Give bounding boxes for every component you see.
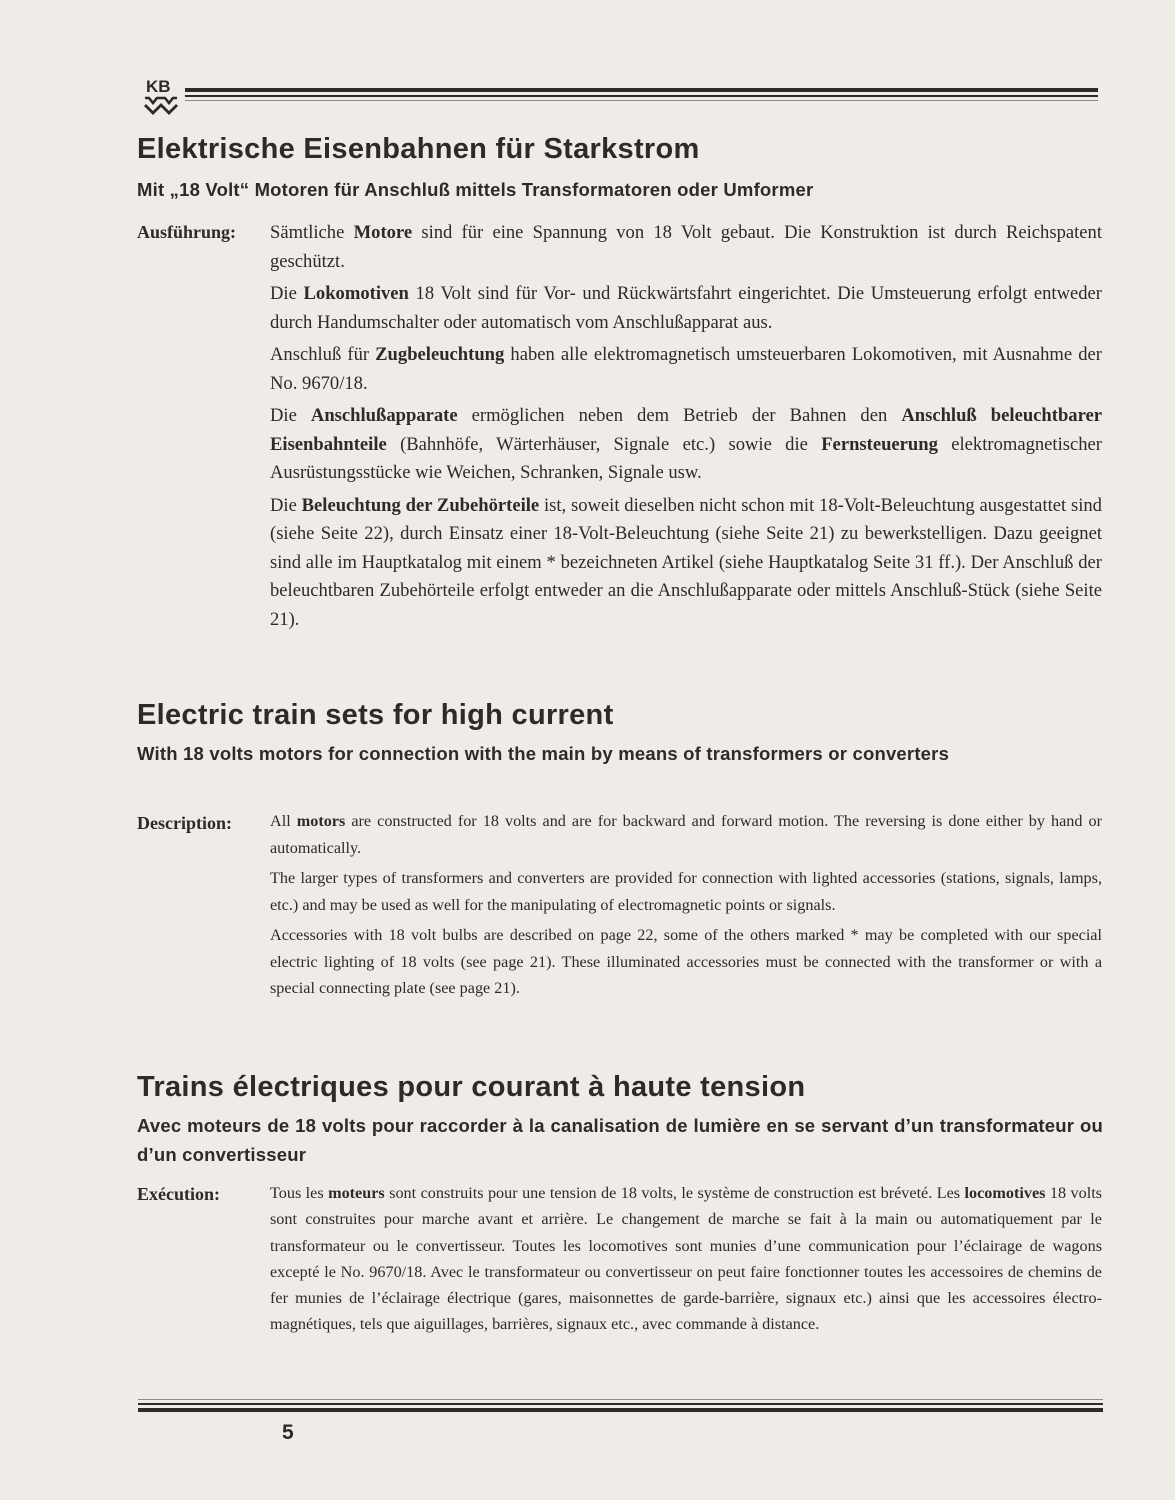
section-title-de: Elektrische Eisenbahnen für Starkstrom (137, 133, 700, 165)
kbw-logo (143, 78, 179, 120)
body-paragraph (270, 402, 1102, 488)
text-run: Die (270, 283, 304, 304)
bold-term: moteurs (328, 1184, 385, 1202)
body-paragraph (270, 492, 1102, 635)
bold-term: Fernsteuerung (821, 433, 938, 455)
body-paragraph (270, 219, 1102, 276)
text-run: Tous les (270, 1184, 329, 1202)
text-run: ermöglichen neben dem Betrieb der Bahnen den (457, 405, 902, 426)
text-run: Anschluß für (270, 344, 376, 365)
text-run: sind für eine Spannung von 18 Volt gebaut. Die Konstruktion ist durch Reichspatent geschützt. (270, 222, 1102, 272)
section-body-en (270, 808, 1102, 1006)
section-title-fr: Trains électriques pour courant à haute tension (137, 1071, 806, 1103)
body-paragraph (270, 341, 1102, 398)
section-title-en: Electric train sets for high current (137, 699, 614, 731)
bold-term: Zugbeleuchtung (375, 344, 505, 365)
page-number: 5 (282, 1421, 294, 1444)
text-run: Die (270, 494, 302, 516)
text-run: 18 volts sont construites pour marche avant et arrière. Le changement de marche se fait à la main ou automatiquement par le transformateur ou le convertisseur. Toutes les locomotives sont munies d’une communication pour l’éclairage de wagons excepté le No. 9670/18. Avec le transformateur ou convertisseur on peut faire fonctionner toutes les accessoires de chemins de fer munies de l’éclairage électrique (gares, maisonnettes de garde-barrière, signaux etc.) ainsi que les accessoires électro-magnétiques, tels que aiguillages, barrières, signaux etc., avec commande à distance. (270, 1184, 1102, 1334)
text-run: haben alle elektromagnetisch umsteuerbaren Lokomotiven, mit Ausnahme der No. 9670/18. (270, 344, 1102, 394)
logo-text: KB (146, 77, 171, 96)
body-paragraph (270, 865, 1102, 918)
section-label-de: Ausführung: (137, 222, 237, 242)
text-run: Accessories with 18 volt bulbs are described on page 22, some of the others marked * may be completed with our special electric lighting of 18 volts (see page 21). These illuminated accessories must be connected with the transformer or with a special connecting plate (see page 21). (270, 926, 1102, 997)
text-run: Sämtliche (270, 222, 354, 243)
bold-term: Beleuchtung der Zubehörteile (301, 494, 540, 516)
section-label-fr: Exécution: (137, 1184, 220, 1204)
body-paragraph (270, 808, 1102, 861)
crown-w-icon (143, 96, 179, 116)
text-run: Die (270, 405, 311, 426)
text-run: (Bahnhöfe, Wärterhäuser, Signale etc.) sowie die (386, 433, 822, 455)
body-paragraph (270, 922, 1102, 1002)
text-run: sont construits pour une tension de 18 volts, le système de construction est bréveté. Les (384, 1184, 965, 1202)
bold-term: motors (296, 812, 346, 830)
footer-rule (138, 1399, 1103, 1412)
text-run: ist, soweit dieselben nicht schon mit 18-Volt-Beleuchtung ausgestattet sind (siehe Seite 22), durch Einsatz einer 18-Volt-Beleuchtung (siehe Seite 21) zu bewerkstelligen. Dazu geeignet sind alle im Hauptkatalog mit einem * bezeichneten Artikel (siehe Hauptkatalog Seite 31 ff.). Der Anschluß der beleuchtbaren Zubehörteile erfolgt entweder an die Anschlußapparate oder mittels Anschluß-Stück (siehe Seite 21). (270, 494, 1102, 630)
bold-term: Anschlußapparate (310, 405, 458, 426)
bold-term: Motore (353, 222, 413, 243)
body-paragraph (270, 280, 1102, 337)
text-run: are constructed for 18 volts and are for backward and forward motion. The reversing is done either by hand or automatically. (270, 812, 1103, 857)
body-paragraph (270, 1180, 1102, 1338)
text-run: elektromagnetischer Ausrüstungsstücke wie Weichen, Schranken, Signale usw. (270, 433, 1102, 483)
section-subtitle-fr: Avec moteurs de 18 volts pour raccorder à la canalisation de lumière en se servant d’un transformateur ou d’un convertisseur (137, 1115, 1103, 1165)
section-body-de (270, 219, 1102, 638)
section-subtitle-en: With 18 volts motors for connection with the main by means of transformers or converters (137, 743, 950, 764)
section-body-fr (270, 1180, 1102, 1338)
header-rule (185, 88, 1098, 101)
section-label-en: Description: (137, 813, 232, 833)
bold-term: Lokomotiven (303, 283, 409, 304)
text-run: All (270, 812, 297, 830)
text-run: 18 Volt sind für Vor- und Rückwärtsfahrt eingerichtet. Die Umsteuerung erfolgt entweder durch Handumschalter oder automatisch vom Anschlußapparat aus. (270, 283, 1102, 333)
bold-term: Anschluß beleuchtbarer Eisenbahnteile (270, 405, 1103, 455)
bold-term: locomotives (964, 1184, 1046, 1202)
section-subtitle-de: Mit „18 Volt“ Motoren für Anschluß mittels Transformatoren oder Umformer (137, 179, 814, 200)
text-run: The larger types of transformers and converters are provided for connection with lighted accessories (stations, signals, lamps, etc.) and may be used as well for the manipulating of electromagnetic points or signals. (270, 869, 1102, 914)
